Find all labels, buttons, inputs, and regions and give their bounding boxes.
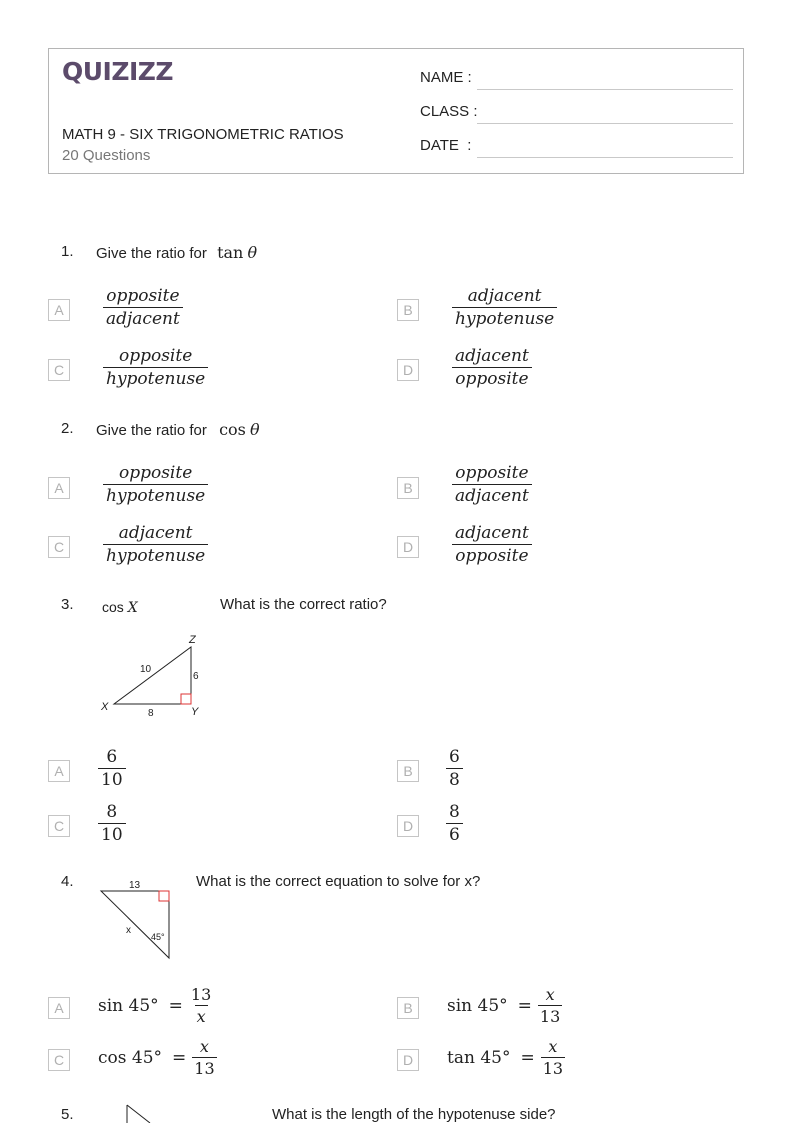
name-label: NAME :	[420, 69, 472, 86]
option-d-equation[interactable]	[447, 1036, 565, 1079]
worksheet-header	[48, 48, 744, 174]
option-a-box[interactable]: A	[48, 299, 70, 321]
image-func: cos	[102, 599, 124, 615]
question-prompt: What is the length of the hypotenuse side?	[272, 1106, 556, 1123]
question-number: 3.	[61, 596, 74, 613]
numerator: x	[545, 985, 555, 1004]
option-c-fraction[interactable]	[103, 345, 208, 390]
prompt-func: tan	[217, 243, 244, 262]
adjacent-label: 8	[148, 708, 154, 719]
right-triangle-figure	[96, 628, 211, 723]
image-var: X	[127, 600, 138, 616]
numerator: 6	[449, 747, 460, 767]
equals-sign: =	[520, 1047, 535, 1068]
equals-sign: =	[517, 995, 532, 1016]
numerator: opposite	[106, 286, 180, 306]
triangle-figure	[96, 874, 176, 964]
denominator: 13	[194, 1059, 215, 1078]
equation-lhs: cos 45°	[98, 1047, 163, 1068]
question-number: 1.	[61, 243, 74, 260]
denominator: opposite	[452, 544, 531, 567]
numerator: adjacent	[467, 286, 542, 306]
equals-sign: =	[168, 995, 183, 1016]
denominator: hypotenuse	[103, 544, 208, 567]
option-a-box[interactable]: A	[48, 477, 70, 499]
question-number: 4.	[61, 873, 74, 890]
vertex-y-label: Y	[191, 706, 199, 718]
denominator: hypotenuse	[103, 484, 208, 507]
denominator: adjacent	[103, 307, 183, 330]
option-d-box[interactable]: D	[397, 359, 419, 381]
denominator: 13	[542, 1059, 564, 1078]
class-label: CLASS :	[420, 103, 478, 120]
name-line	[477, 89, 733, 90]
question-prompt: What is the correct equation to solve for x?	[196, 873, 481, 890]
option-b-fraction[interactable]	[452, 285, 557, 330]
option-d-box[interactable]: D	[397, 1049, 419, 1071]
option-d-fraction[interactable]	[452, 345, 532, 390]
numerator: opposite	[455, 463, 529, 483]
numerator: x	[548, 1037, 558, 1056]
hypotenuse-label: 10	[140, 664, 152, 675]
option-b-box[interactable]: B	[397, 760, 419, 782]
option-c-box[interactable]: C	[48, 536, 70, 558]
prompt-text: Give the ratio for	[96, 245, 207, 262]
denominator: hypotenuse	[103, 367, 208, 390]
option-d-box[interactable]: D	[397, 536, 419, 558]
equals-sign: =	[172, 1047, 187, 1068]
denominator: 6	[446, 823, 463, 846]
option-c-equation[interactable]	[98, 1036, 217, 1079]
option-c-fraction[interactable]	[103, 522, 208, 567]
option-a-fraction[interactable]	[98, 746, 126, 791]
option-a-fraction[interactable]	[103, 462, 208, 507]
opposite-label: 6	[193, 671, 199, 682]
option-a-equation[interactable]	[98, 984, 213, 1027]
equation-lhs: sin 45°	[98, 995, 159, 1016]
numerator: opposite	[118, 463, 193, 483]
question-number: 2.	[61, 420, 74, 437]
denominator: 8	[446, 768, 463, 791]
question-prompt	[96, 243, 257, 262]
denominator: hypotenuse	[452, 307, 557, 330]
question-image-label	[102, 599, 138, 616]
numerator: 8	[106, 802, 118, 822]
numerator: adjacent	[455, 523, 529, 543]
option-d-fraction[interactable]	[452, 522, 532, 567]
numerator: 6	[106, 747, 118, 767]
question-number: 5.	[61, 1106, 74, 1123]
option-b-equation[interactable]	[447, 984, 562, 1027]
numerator: adjacent	[455, 346, 529, 366]
option-c-fraction[interactable]	[98, 801, 126, 846]
vertex-x-label: X	[101, 701, 109, 713]
class-line	[477, 123, 733, 124]
denominator: opposite	[452, 367, 531, 390]
option-d-fraction[interactable]	[446, 801, 463, 846]
option-c-box[interactable]: C	[48, 1049, 70, 1071]
vertex-z-label: Z	[189, 634, 196, 646]
hypotenuse-label: x	[126, 925, 131, 936]
date-label: DATE :	[420, 137, 472, 154]
triangle-figure-partial	[120, 1102, 160, 1123]
prompt-text: Give the ratio for	[96, 422, 207, 439]
question-count: 20 Questions	[62, 147, 151, 164]
worksheet-title: MATH 9 - SIX TRIGONOMETRIC RATIOS	[62, 126, 344, 143]
option-b-fraction[interactable]	[446, 746, 463, 791]
triangle-edge	[127, 1105, 150, 1123]
numerator: 8	[449, 802, 460, 822]
date-line	[477, 157, 733, 158]
denominator: 10	[98, 823, 126, 846]
option-a-box[interactable]: A	[48, 760, 70, 782]
question-prompt: What is the correct ratio?	[220, 596, 387, 613]
denominator: x	[196, 1007, 206, 1026]
numerator: 13	[190, 985, 212, 1004]
option-a-box[interactable]: A	[48, 997, 70, 1019]
option-a-fraction[interactable]	[103, 285, 183, 330]
numerator: adjacent	[118, 523, 193, 543]
quizizz-logo: QUIZIZZ	[62, 57, 174, 86]
option-b-box[interactable]: B	[397, 477, 419, 499]
option-d-box[interactable]: D	[397, 815, 419, 837]
right-angle-marker	[159, 891, 169, 901]
option-c-box[interactable]: C	[48, 359, 70, 381]
right-angle-marker	[181, 694, 191, 704]
equation-lhs: tan 45°	[447, 1047, 511, 1068]
prompt-func: cos	[219, 420, 246, 439]
option-b-box[interactable]: B	[397, 997, 419, 1019]
option-b-box[interactable]: B	[397, 299, 419, 321]
angle-label: 45°	[151, 932, 165, 942]
numerator: x	[199, 1037, 209, 1056]
prompt-var: θ	[247, 243, 258, 262]
prompt-var: θ	[250, 420, 260, 439]
option-c-box[interactable]: C	[48, 815, 70, 837]
denominator: 13	[539, 1007, 561, 1026]
denominator: adjacent	[452, 484, 532, 507]
triangle-outline	[114, 647, 191, 704]
equation-lhs: sin 45°	[447, 995, 508, 1016]
option-b-fraction[interactable]	[452, 462, 532, 507]
top-side-label: 13	[129, 880, 141, 891]
denominator: 10	[98, 768, 126, 791]
numerator: opposite	[118, 346, 193, 366]
question-prompt	[96, 420, 260, 439]
